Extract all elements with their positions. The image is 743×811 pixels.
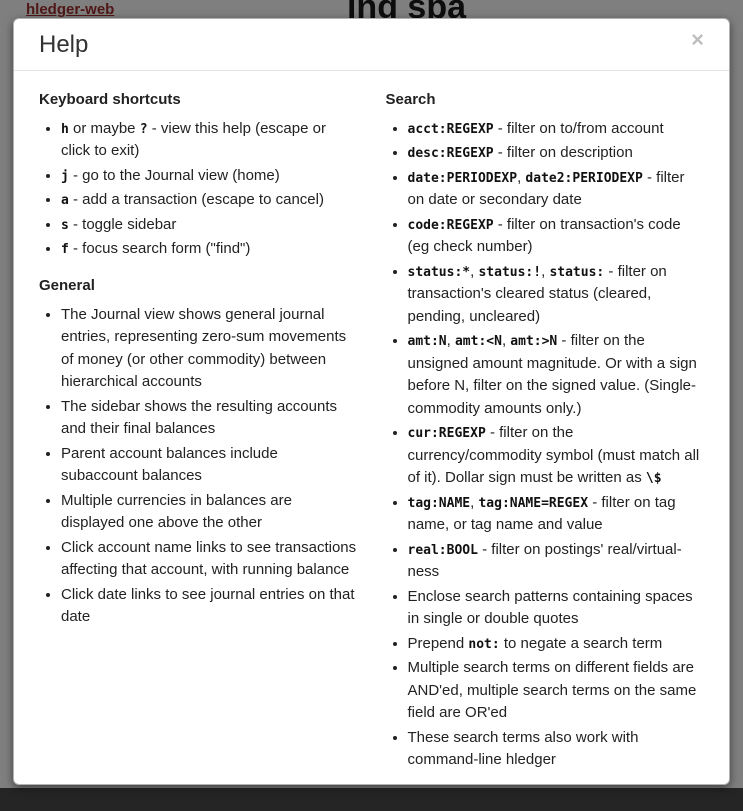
list-item: • Click account name links to see transactions affecting that account, with running balance xyxy=(61,537,358,582)
general-list xyxy=(39,304,358,629)
list-item: • Enclose search patterns containing spaces in single or double quotes xyxy=(408,586,705,631)
list-item: • real:BOOL - filter on postings' real/virtual-ness xyxy=(408,539,705,584)
code-token: status:! xyxy=(478,264,542,280)
keyboard-shortcuts-heading: Keyboard shortcuts xyxy=(39,90,181,108)
list-item: • acct:REGEXP - filter on to/from account xyxy=(408,118,705,141)
code-token: date:PERIODEXP xyxy=(407,170,518,186)
code-token: acct:REGEXP xyxy=(407,121,494,137)
list-item: • f - focus search form ("find") xyxy=(61,238,358,261)
code-token: tag:NAME=REGEX xyxy=(478,495,589,511)
right-column xyxy=(385,81,705,769)
list-item: • tag:NAME, tag:NAME=REGEX - filter on tag name, or tag name and value xyxy=(408,492,705,537)
code-token: status: xyxy=(549,264,605,280)
keyboard-shortcuts-list xyxy=(39,118,358,261)
list-item: • Multiple search terms on different fields are AND'ed, multiple search terms on the same field are OR'ed xyxy=(408,657,705,725)
code-token: code:REGEXP xyxy=(407,217,494,233)
code-token: amt:>N xyxy=(510,334,558,350)
code-token: j xyxy=(61,168,69,184)
list-item: • cur:REGEXP - filter on the currency/commodity symbol (must match all of it). Dollar sign must be written as \$ xyxy=(408,422,705,490)
modal-header xyxy=(14,19,729,71)
search-heading: Search xyxy=(385,90,436,108)
list-item: • status:*, status:!, status: - filter on transaction's cleared status (cleared, pending, uncleared) xyxy=(408,261,705,329)
list-item: • The sidebar shows the resulting accounts and their final balances xyxy=(61,396,358,441)
list-item: • date:PERIODEXP, date2:PERIODEXP - filter on date or secondary date xyxy=(408,167,705,212)
code-token: cur:REGEXP xyxy=(407,426,486,442)
code-token: amt:N xyxy=(407,334,447,350)
list-item: • Multiple currencies in balances are displayed one above the other xyxy=(61,490,358,535)
list-item: • These search terms also work with command-line hledger xyxy=(408,727,705,772)
code-token: tag:NAME xyxy=(407,495,471,511)
code-token: s xyxy=(61,217,69,233)
code-token: \$ xyxy=(645,471,662,487)
general-heading: General xyxy=(39,276,95,294)
code-token: not: xyxy=(468,636,500,652)
search-list xyxy=(386,118,705,772)
modal-title: Help xyxy=(39,31,89,58)
help-modal xyxy=(13,18,730,785)
left-column xyxy=(39,81,358,764)
code-token: real:BOOL xyxy=(407,542,478,558)
close-icon[interactable]: × xyxy=(691,27,704,52)
code-token: date2:PERIODEXP xyxy=(525,170,643,186)
list-item: • j - go to the Journal view (home) xyxy=(61,165,358,188)
code-token: h xyxy=(61,121,69,137)
modal-body xyxy=(14,71,729,784)
list-item: • Parent account balances include subaccount balances xyxy=(61,443,358,488)
list-item: • code:REGEXP - filter on transaction's code (eg check number) xyxy=(408,214,705,259)
list-item: • desc:REGEXP - filter on description xyxy=(408,142,705,165)
list-item: • Prepend not: to negate a search term xyxy=(408,633,705,656)
code-token: status:* xyxy=(407,264,471,280)
list-item: • Click date links to see journal entries on that date xyxy=(61,584,358,629)
code-token: desc:REGEXP xyxy=(407,146,494,162)
list-item: • h or maybe ? - view this help (escape or click to exit) xyxy=(61,118,358,163)
code-token: amt:<N xyxy=(454,334,502,350)
code-token: f xyxy=(61,242,69,258)
list-item: • The Journal view shows general journal entries, representing zero-sum movements of money (or other commodity) between hierarchical accounts xyxy=(61,304,358,394)
list-item: • amt:N, amt:<N, amt:>N - filter on the unsigned amount magnitude. Or with a sign before N, filter on the signed value. (Single-commodity amounts only.) xyxy=(408,330,705,420)
list-item: • a - add a transaction (escape to cancel) xyxy=(61,189,358,212)
list-item: • s - toggle sidebar xyxy=(61,214,358,237)
code-token: a xyxy=(61,193,69,209)
code-token: ? xyxy=(139,121,148,137)
